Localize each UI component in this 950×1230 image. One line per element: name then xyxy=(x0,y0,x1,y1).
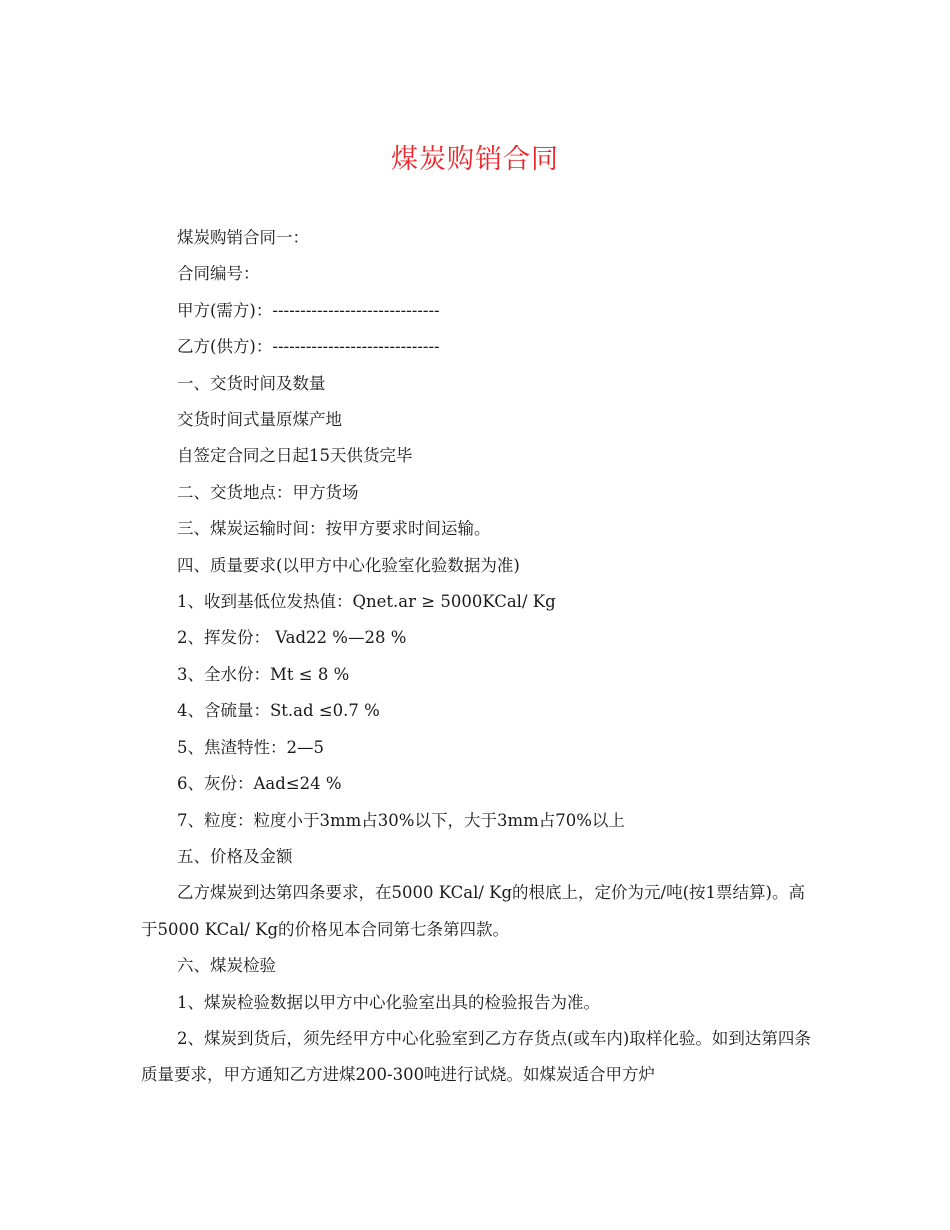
quality-item-coke-residue: 5、焦渣特性：2—5 xyxy=(177,737,324,757)
section-heading-price: 五、价格及金额 xyxy=(177,846,293,866)
paragraph-delivery-period: 自签定合同之日起15天供货完毕 xyxy=(177,446,413,466)
paragraph-intro: 煤炭购销合同一： xyxy=(177,228,309,247)
document-title: 煤炭购销合同 xyxy=(391,144,559,175)
quality-item-sulfur: 4、含硫量：St.ad ≤0.7 % xyxy=(177,701,380,721)
paragraph-delivery-columns: 交货时间式量原煤产地 xyxy=(177,410,342,430)
section-heading-delivery-time: 一、交货时间及数量 xyxy=(177,373,326,393)
section-heading-inspection: 六、煤炭检验 xyxy=(177,956,276,976)
section-heading-quality: 四、质量要求(以甲方中心化验室化验数据为准) xyxy=(177,555,520,575)
paragraph-party-b: 乙方(供方)：------------------------------ xyxy=(177,337,440,357)
inspection-item-1: 1、煤炭检验数据以甲方中心化验室出具的检验报告为准。 xyxy=(177,992,600,1012)
quality-item-calorific-value: 1、收到基低位发热值：Qnet.ar ≥ 5000KCal/ Kg xyxy=(177,592,556,612)
paragraph-contract-number: 合同编号： xyxy=(177,264,260,284)
section-heading-transport-time: 三、煤炭运输时间：按甲方要求时间运输。 xyxy=(177,519,491,539)
paragraph-price-terms: 乙方煤炭到达第四条要求，在5000 KCal/ Kg的根底上，定价为元/吨(按1票结算)。高于5000 KCal/ Kg的价格见本合同第七条第四款。 xyxy=(141,883,805,939)
quality-item-granularity: 7、粒度：粒度小于3mm占30%以下，大于3mm占70%以上 xyxy=(177,810,625,830)
section-heading-delivery-place: 二、交货地点：甲方货场 xyxy=(177,482,359,502)
paragraph-party-a: 甲方(需方)：------------------------------ xyxy=(177,300,440,320)
quality-item-ash: 6、灰份：Aad≤24 % xyxy=(177,774,342,794)
quality-item-moisture: 3、全水份：Mt ≤ 8 % xyxy=(177,664,350,684)
document-body xyxy=(141,220,811,1094)
inspection-item-2: 2、煤炭到货后，须先经甲方中心化验室到乙方存货点(或车内)取样化验。如到达第四条质量要求，甲方通知乙方进煤200-300吨进行试烧。如煤炭适合甲方炉 xyxy=(141,1028,811,1085)
quality-item-volatile: 2、挥发份： Vad22 %—28 % xyxy=(177,628,407,648)
